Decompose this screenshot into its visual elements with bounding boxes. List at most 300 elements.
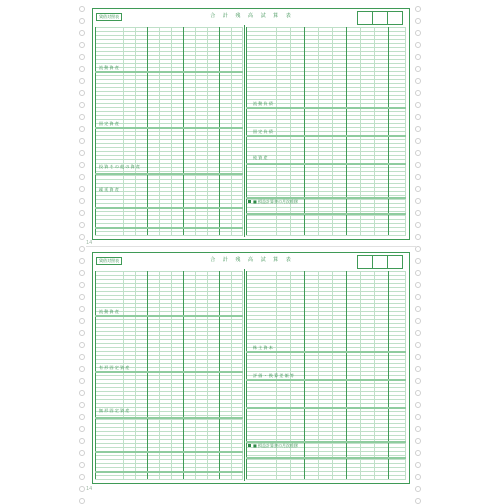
form-sheet-bottom: [92, 252, 410, 484]
grid-column-line: [171, 27, 172, 235]
feed-hole: [415, 162, 421, 168]
grid-row-line: [95, 431, 243, 432]
feed-hole: [79, 354, 85, 360]
grid-column-line: [207, 271, 208, 479]
grid-row-line: [95, 331, 243, 332]
grid-row-line: [95, 435, 243, 436]
grid-row-line: [95, 235, 243, 236]
grid-column-line: [207, 27, 208, 235]
grid-row-line: [246, 27, 406, 28]
box-label: ■ 損益計算書の月次推移: [253, 199, 299, 204]
grid-row-line: [246, 427, 406, 428]
feed-hole: [415, 126, 421, 132]
sheet-label: 貸借対照表: [96, 257, 122, 265]
feed-hole: [415, 150, 421, 156]
section-label: 繰 延 資 産: [99, 187, 119, 192]
feed-hole: [79, 78, 85, 84]
feed-hole: [79, 258, 85, 264]
feed-hole: [415, 414, 421, 420]
grid-row-line: [246, 371, 406, 372]
grid-row-line: [95, 347, 243, 348]
grid-column-line: [346, 271, 347, 479]
grid-row-line: [246, 479, 406, 480]
feed-hole: [415, 198, 421, 204]
grid-row-line: [95, 95, 243, 96]
grid-row-line: [95, 415, 243, 416]
feed-hole: [415, 234, 421, 240]
grid-row-line: [95, 299, 243, 300]
grid-row-line: [95, 135, 243, 136]
feed-hole: [79, 66, 85, 72]
feed-hole: [415, 354, 421, 360]
grid-row-line: [246, 399, 406, 400]
feed-hole: [79, 138, 85, 144]
feed-hole: [79, 306, 85, 312]
feed-hole: [79, 150, 85, 156]
grid-row-line: [246, 91, 406, 92]
grid-row-line: [95, 283, 243, 284]
grid-row-line: [95, 319, 243, 320]
feed-hole: [415, 90, 421, 96]
grid-row-line: [246, 383, 406, 384]
grid-row-line: [246, 411, 406, 412]
grid-row-line: [95, 363, 243, 364]
grid-row-line: [246, 191, 406, 192]
feed-hole: [79, 174, 85, 180]
grid-row-line: [246, 115, 406, 116]
grid-column-line: [405, 271, 406, 479]
grid-row-line: [95, 395, 243, 396]
feed-hole: [79, 366, 85, 372]
feed-hole: [415, 114, 421, 120]
grid-column-line: [242, 27, 243, 235]
feed-hole: [79, 294, 85, 300]
grid-row-line: [95, 391, 243, 392]
grid-row-line: [246, 143, 406, 144]
grid-row-line: [95, 79, 243, 80]
section-label: 固 定 負 債: [253, 129, 273, 134]
grid-column-line: [171, 271, 172, 479]
grid-row-line: [246, 291, 406, 292]
grid-row-line: [246, 43, 406, 44]
grid-row-line: [95, 63, 243, 64]
grid-row-line: [95, 479, 243, 480]
feed-hole: [415, 222, 421, 228]
feed-hole: [415, 42, 421, 48]
grid-row-line: [246, 315, 406, 316]
grid-row-line: [95, 447, 243, 448]
grid-row-line: [246, 175, 406, 176]
total-row-band: [95, 127, 243, 129]
total-row-band: [246, 213, 406, 215]
feed-hole: [415, 426, 421, 432]
grid-row-line: [246, 31, 406, 32]
grid-row-line: [246, 327, 406, 328]
total-row-band: [246, 135, 406, 137]
grid-row-line: [246, 171, 406, 172]
grid-row-line: [95, 107, 243, 108]
grid-row-line: [95, 55, 243, 56]
grid-row-line: [246, 159, 406, 160]
feed-hole: [79, 474, 85, 480]
grid-row-line: [246, 311, 406, 312]
grid-row-line: [95, 427, 243, 428]
feed-hole: [415, 378, 421, 384]
feed-hole: [79, 270, 85, 276]
grid-column-line: [246, 27, 247, 235]
grid-row-line: [246, 195, 406, 196]
feed-hole: [79, 330, 85, 336]
grid-row-line: [95, 303, 243, 304]
grid-row-line: [95, 155, 243, 156]
grid-row-line: [95, 343, 243, 344]
total-row-band: [95, 417, 243, 419]
center-divider: [244, 269, 245, 481]
grid-column-line: [242, 271, 243, 479]
grid-row-line: [246, 111, 406, 112]
stamp-box: [357, 11, 373, 25]
feed-hole: [79, 126, 85, 132]
grid-row-line: [95, 183, 243, 184]
grid-row-line: [246, 303, 406, 304]
section-label: 評 価 ・ 換 算 差 額 等: [253, 373, 294, 378]
grid-row-line: [95, 463, 243, 464]
grid-row-line: [246, 323, 406, 324]
grid-row-line: [95, 91, 243, 92]
grid-row-line: [246, 155, 406, 156]
grid-row-line: [95, 351, 243, 352]
grid-row-line: [95, 387, 243, 388]
grid-column-line: [360, 27, 361, 235]
grid-column-line: [304, 271, 305, 479]
section-label: 純 資 産: [253, 155, 268, 160]
grid-row-line: [246, 463, 406, 464]
grid-column-line: [360, 271, 361, 479]
grid-row-line: [246, 219, 406, 220]
grid-row-line: [246, 83, 406, 84]
grid-column-line: [219, 27, 220, 235]
feed-hole: [415, 462, 421, 468]
grid-column-line: [183, 271, 184, 479]
grid-column-line: [374, 271, 375, 479]
page-number: 14: [86, 486, 93, 492]
grid-row-line: [246, 319, 406, 320]
grid-column-line: [123, 271, 124, 479]
grid-column-line: [304, 27, 305, 235]
grid-column-line: [388, 271, 389, 479]
grid-row-line: [246, 439, 406, 440]
feed-hole: [79, 54, 85, 60]
total-row-band: [95, 451, 243, 453]
grid-column-line: [388, 27, 389, 235]
grid-row-line: [95, 159, 243, 160]
grid-row-line: [95, 271, 243, 272]
grid-column-line: [195, 271, 196, 479]
grid-row-line: [95, 275, 243, 276]
grid-row-line: [95, 443, 243, 444]
grid-row-line: [246, 183, 406, 184]
grid-row-line: [95, 195, 243, 196]
approval-stamp-boxes: [358, 11, 403, 25]
grid-row-line: [95, 383, 243, 384]
grid-column-line: [246, 271, 247, 479]
total-row-band: [95, 315, 243, 317]
tractor-holes-right: [414, 0, 422, 500]
feed-hole: [415, 282, 421, 288]
grid-row-line: [95, 103, 243, 104]
grid-row-line: [246, 271, 406, 272]
grid-row-line: [246, 179, 406, 180]
grid-row-line: [95, 59, 243, 60]
grid-row-line: [246, 339, 406, 340]
tractor-holes-left: [78, 0, 86, 500]
grid-row-line: [95, 419, 243, 420]
grid-row-line: [95, 83, 243, 84]
grid-row-line: [246, 127, 406, 128]
grid-row-line: [95, 147, 243, 148]
grid-row-line: [95, 399, 243, 400]
grid-column-line: [159, 27, 160, 235]
grid-row-line: [95, 175, 243, 176]
grid-row-line: [246, 467, 406, 468]
grid-row-line: [246, 79, 406, 80]
total-row-band: [246, 379, 406, 381]
feed-hole: [415, 498, 421, 504]
form-sheet-top: [92, 8, 410, 240]
grid-row-line: [246, 75, 406, 76]
approval-stamp-boxes: [358, 255, 403, 269]
grid-row-line: [246, 359, 406, 360]
total-row-band: [246, 163, 406, 165]
grid-row-line: [95, 27, 243, 28]
grid-row-line: [246, 455, 406, 456]
grid-row-line: [95, 131, 243, 132]
grid-row-line: [246, 119, 406, 120]
grid-row-line: [246, 287, 406, 288]
feed-hole: [79, 90, 85, 96]
total-row-band: [95, 71, 243, 73]
section-label: 流 動 資 産: [99, 65, 119, 70]
grid-column-line: [135, 27, 136, 235]
grid-row-line: [246, 215, 406, 216]
grid-row-line: [95, 111, 243, 112]
total-row-band: [246, 407, 406, 409]
feed-hole: [79, 222, 85, 228]
grid-row-line: [95, 199, 243, 200]
feed-hole: [79, 102, 85, 108]
feed-hole: [79, 414, 85, 420]
feed-hole: [79, 114, 85, 120]
grid-column-line: [346, 27, 347, 235]
feed-hole: [79, 162, 85, 168]
grid-row-line: [95, 223, 243, 224]
grid-row-line: [246, 147, 406, 148]
grid-row-line: [246, 331, 406, 332]
grid-column-line: [95, 271, 96, 479]
section-label: 有 形 固 定 資 産: [99, 365, 130, 370]
feed-hole: [415, 186, 421, 192]
total-row-band: [95, 227, 243, 229]
grid-row-line: [95, 467, 243, 468]
grid-row-line: [95, 43, 243, 44]
ledger-grid-left: [95, 271, 243, 479]
feed-hole: [415, 66, 421, 72]
stamp-box: [372, 11, 388, 25]
grid-row-line: [246, 475, 406, 476]
section-label: 流 動 資 産: [99, 309, 119, 314]
grid-row-line: [95, 335, 243, 336]
stamp-box: [357, 255, 373, 269]
grid-row-line: [246, 59, 406, 60]
grid-row-line: [246, 283, 406, 284]
feed-hole: [79, 18, 85, 24]
feed-hole: [79, 426, 85, 432]
grid-row-line: [95, 139, 243, 140]
feed-hole: [415, 438, 421, 444]
grid-row-line: [246, 335, 406, 336]
grid-column-line: [147, 271, 148, 479]
feed-hole: [415, 138, 421, 144]
grid-row-line: [246, 151, 406, 152]
feed-hole: [415, 402, 421, 408]
grid-row-line: [95, 455, 243, 456]
grid-row-line: [95, 459, 243, 460]
form-title: 合 計 残 高 試 算 表: [210, 257, 294, 263]
grid-row-line: [246, 423, 406, 424]
grid-column-line: [231, 27, 232, 235]
grid-row-line: [95, 327, 243, 328]
feed-hole: [415, 102, 421, 108]
grid-row-line: [95, 151, 243, 152]
grid-row-line: [95, 179, 243, 180]
feed-hole: [79, 282, 85, 288]
grid-row-line: [246, 275, 406, 276]
feed-hole: [79, 30, 85, 36]
grid-row-line: [95, 291, 243, 292]
total-row-band: [95, 471, 243, 473]
grid-row-line: [95, 339, 243, 340]
feed-hole: [415, 390, 421, 396]
grid-row-line: [95, 87, 243, 88]
grid-row-line: [246, 343, 406, 344]
section-label: 株 主 資 本: [253, 345, 273, 350]
grid-row-line: [95, 219, 243, 220]
grid-row-line: [246, 395, 406, 396]
grid-row-line: [95, 51, 243, 52]
feed-hole: [79, 378, 85, 384]
feed-hole: [415, 486, 421, 492]
total-row-band: [95, 207, 243, 209]
feed-hole: [415, 330, 421, 336]
feed-hole: [415, 258, 421, 264]
form-title: 合 計 残 高 試 算 表: [210, 13, 294, 19]
grid-row-line: [246, 67, 406, 68]
grid-row-line: [95, 203, 243, 204]
grid-column-line: [374, 27, 375, 235]
grid-row-line: [95, 143, 243, 144]
grid-row-line: [246, 207, 406, 208]
feed-hole: [415, 30, 421, 36]
grid-column-line: [318, 271, 319, 479]
feed-hole: [79, 42, 85, 48]
grid-row-line: [246, 451, 406, 452]
feed-hole: [79, 498, 85, 504]
grid-row-line: [95, 215, 243, 216]
grid-row-line: [246, 51, 406, 52]
grid-row-line: [246, 231, 406, 232]
grid-row-line: [95, 119, 243, 120]
grid-row-line: [246, 71, 406, 72]
grid-row-line: [246, 387, 406, 388]
grid-row-line: [95, 279, 243, 280]
feed-hole: [79, 186, 85, 192]
feed-hole: [79, 438, 85, 444]
grid-row-line: [246, 367, 406, 368]
grid-row-line: [246, 307, 406, 308]
grid-row-line: [95, 359, 243, 360]
grid-column-line: [135, 271, 136, 479]
feed-hole: [415, 78, 421, 84]
grid-row-line: [246, 223, 406, 224]
grid-row-line: [246, 235, 406, 236]
grid-row-line: [246, 35, 406, 36]
square-marker-icon: [248, 200, 251, 203]
feed-hole: [415, 342, 421, 348]
section-label: 投 資 そ の 他 の 資 産: [99, 164, 140, 169]
grid-row-line: [246, 435, 406, 436]
grid-row-line: [246, 355, 406, 356]
feed-hole: [79, 6, 85, 12]
feed-hole: [79, 198, 85, 204]
grid-row-line: [95, 39, 243, 40]
grid-column-line: [159, 271, 160, 479]
grid-row-line: [95, 379, 243, 380]
grid-row-line: [246, 471, 406, 472]
grid-row-line: [246, 139, 406, 140]
grid-row-line: [95, 31, 243, 32]
grid-row-line: [95, 323, 243, 324]
grid-row-line: [246, 187, 406, 188]
grid-row-line: [246, 279, 406, 280]
grid-column-line: [123, 27, 124, 235]
grid-row-line: [95, 231, 243, 232]
section-label: 無 形 固 定 資 産: [99, 408, 130, 413]
grid-row-line: [246, 415, 406, 416]
grid-column-line: [332, 27, 333, 235]
feed-hole: [79, 462, 85, 468]
box-label: ■ 損益計算書の月次推移: [253, 443, 299, 448]
grid-row-line: [95, 307, 243, 308]
feed-hole: [79, 450, 85, 456]
feed-hole: [415, 366, 421, 372]
grid-row-line: [95, 439, 243, 440]
grid-row-line: [95, 35, 243, 36]
grid-row-line: [246, 167, 406, 168]
section-label: 固 定 資 産: [99, 121, 119, 126]
feed-hole: [415, 6, 421, 12]
feed-hole: [415, 270, 421, 276]
grid-row-line: [95, 295, 243, 296]
page-number: 14: [86, 240, 93, 246]
total-row-band: [246, 351, 406, 353]
total-row-band: [95, 371, 243, 373]
section-label: 流 動 負 債: [253, 101, 273, 106]
feed-hole: [79, 210, 85, 216]
grid-row-line: [95, 375, 243, 376]
grid-row-line: [246, 363, 406, 364]
feed-hole: [79, 486, 85, 492]
grid-row-line: [95, 403, 243, 404]
